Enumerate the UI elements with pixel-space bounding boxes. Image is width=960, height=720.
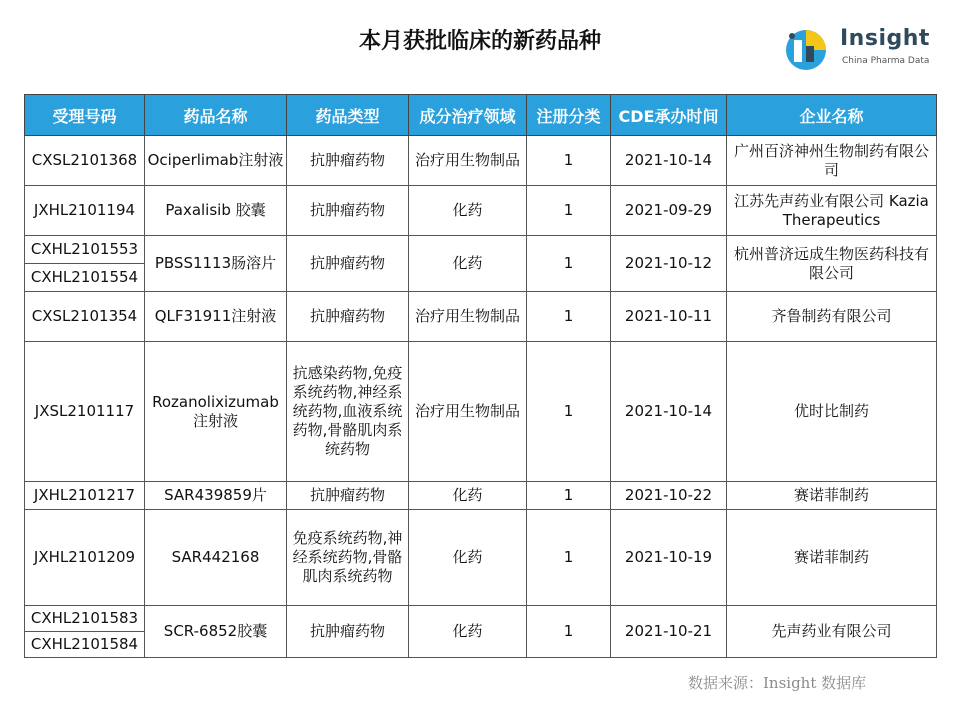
drug-type: 抗肿瘤药物 — [287, 292, 409, 342]
header-cell: CDE承办时间 — [611, 95, 727, 136]
table-row — [25, 482, 937, 510]
therapy-field: 治疗用生物制品 — [409, 136, 527, 186]
drug-name: PBSS1113肠溶片 — [145, 236, 287, 292]
table-row — [25, 236, 937, 264]
accept-number: CXHL2101553 — [25, 236, 145, 264]
accept-number: CXSL2101368 — [25, 136, 145, 186]
drug-type: 免疫系统药物,神经系统药物,骨骼肌肉系统药物 — [287, 510, 409, 606]
reg-class: 1 — [527, 606, 611, 658]
drug-type: 抗肿瘤药物 — [287, 186, 409, 236]
table-row — [25, 606, 937, 632]
company-name: 赛诺菲制药 — [727, 510, 937, 606]
table-row — [25, 136, 937, 186]
cde-date: 2021-10-14 — [611, 136, 727, 186]
cde-date: 2021-10-22 — [611, 482, 727, 510]
table-header-row — [25, 95, 937, 136]
company-name: 杭州普济远成生物医药科技有限公司 — [727, 236, 937, 292]
reg-class: 1 — [527, 342, 611, 482]
therapy-field: 化药 — [409, 186, 527, 236]
reg-class: 1 — [527, 186, 611, 236]
drug-table — [24, 94, 937, 658]
therapy-field: 化药 — [409, 236, 527, 292]
header-cell: 受理号码 — [25, 95, 145, 136]
table-row — [25, 292, 937, 342]
therapy-field: 化药 — [409, 482, 527, 510]
drug-name: SAR439859片 — [145, 482, 287, 510]
drug-type: 抗肿瘤药物 — [287, 482, 409, 510]
drug-type: 抗感染药物,免疫系统药物,神经系统药物,血液系统药物,骨骼肌肉系统药物 — [287, 342, 409, 482]
drug-name: Ociperlimab注射液 — [145, 136, 287, 186]
drug-name: QLF31911注射液 — [145, 292, 287, 342]
table-row — [25, 510, 937, 606]
company-name: 广州百济神州生物制药有限公司 — [727, 136, 937, 186]
therapy-field: 化药 — [409, 606, 527, 658]
insight-logo-icon — [780, 20, 836, 76]
drug-type: 抗肿瘤药物 — [287, 606, 409, 658]
drug-name: SCR-6852胶囊 — [145, 606, 287, 658]
cde-date: 2021-10-19 — [611, 510, 727, 606]
table-row — [25, 342, 937, 482]
header-cell: 药品名称 — [145, 95, 287, 136]
accept-number: CXHL2101554 — [25, 264, 145, 292]
reg-class: 1 — [527, 510, 611, 606]
logo-brand: Insight — [840, 26, 930, 51]
therapy-field: 化药 — [409, 510, 527, 606]
accept-number: JXHL2101217 — [25, 482, 145, 510]
reg-class: 1 — [527, 136, 611, 186]
therapy-field: 治疗用生物制品 — [409, 292, 527, 342]
company-name: 先声药业有限公司 — [727, 606, 937, 658]
cde-date: 2021-10-21 — [611, 606, 727, 658]
accept-number: JXHL2101209 — [25, 510, 145, 606]
company-name: 赛诺菲制药 — [727, 482, 937, 510]
data-source-note: 数据来源：Insight 数据库 — [688, 674, 867, 692]
header-cell: 企业名称 — [727, 95, 937, 136]
page-title: 本月获批临床的新药品种 — [358, 29, 601, 54]
logo-subtitle: China Pharma Data — [842, 56, 930, 66]
accept-number: JXSL2101117 — [25, 342, 145, 482]
header-cell: 药品类型 — [287, 95, 409, 136]
header-cell: 注册分类 — [527, 95, 611, 136]
drug-name: Rozanolixizumab注射液 — [145, 342, 287, 482]
drug-name: SAR442168 — [145, 510, 287, 606]
cde-date: 2021-10-11 — [611, 292, 727, 342]
reg-class: 1 — [527, 292, 611, 342]
accept-number: JXHL2101194 — [25, 186, 145, 236]
reg-class: 1 — [527, 482, 611, 510]
cde-date: 2021-09-29 — [611, 186, 727, 236]
cde-date: 2021-10-14 — [611, 342, 727, 482]
accept-number: CXHL2101584 — [25, 632, 145, 658]
cde-date: 2021-10-12 — [611, 236, 727, 292]
reg-class: 1 — [527, 236, 611, 292]
company-name: 齐鲁制药有限公司 — [727, 292, 937, 342]
drug-type: 抗肿瘤药物 — [287, 136, 409, 186]
insight-logo — [780, 20, 950, 76]
therapy-field: 治疗用生物制品 — [409, 342, 527, 482]
table-row — [25, 186, 937, 236]
drug-name: Paxalisib 胶囊 — [145, 186, 287, 236]
header-cell: 成分治疗领域 — [409, 95, 527, 136]
drug-type: 抗肿瘤药物 — [287, 236, 409, 292]
accept-number: CXSL2101354 — [25, 292, 145, 342]
company-name: 江苏先声药业有限公司 Kazia Therapeutics — [727, 186, 937, 236]
accept-number: CXHL2101583 — [25, 606, 145, 632]
company-name: 优时比制药 — [727, 342, 937, 482]
